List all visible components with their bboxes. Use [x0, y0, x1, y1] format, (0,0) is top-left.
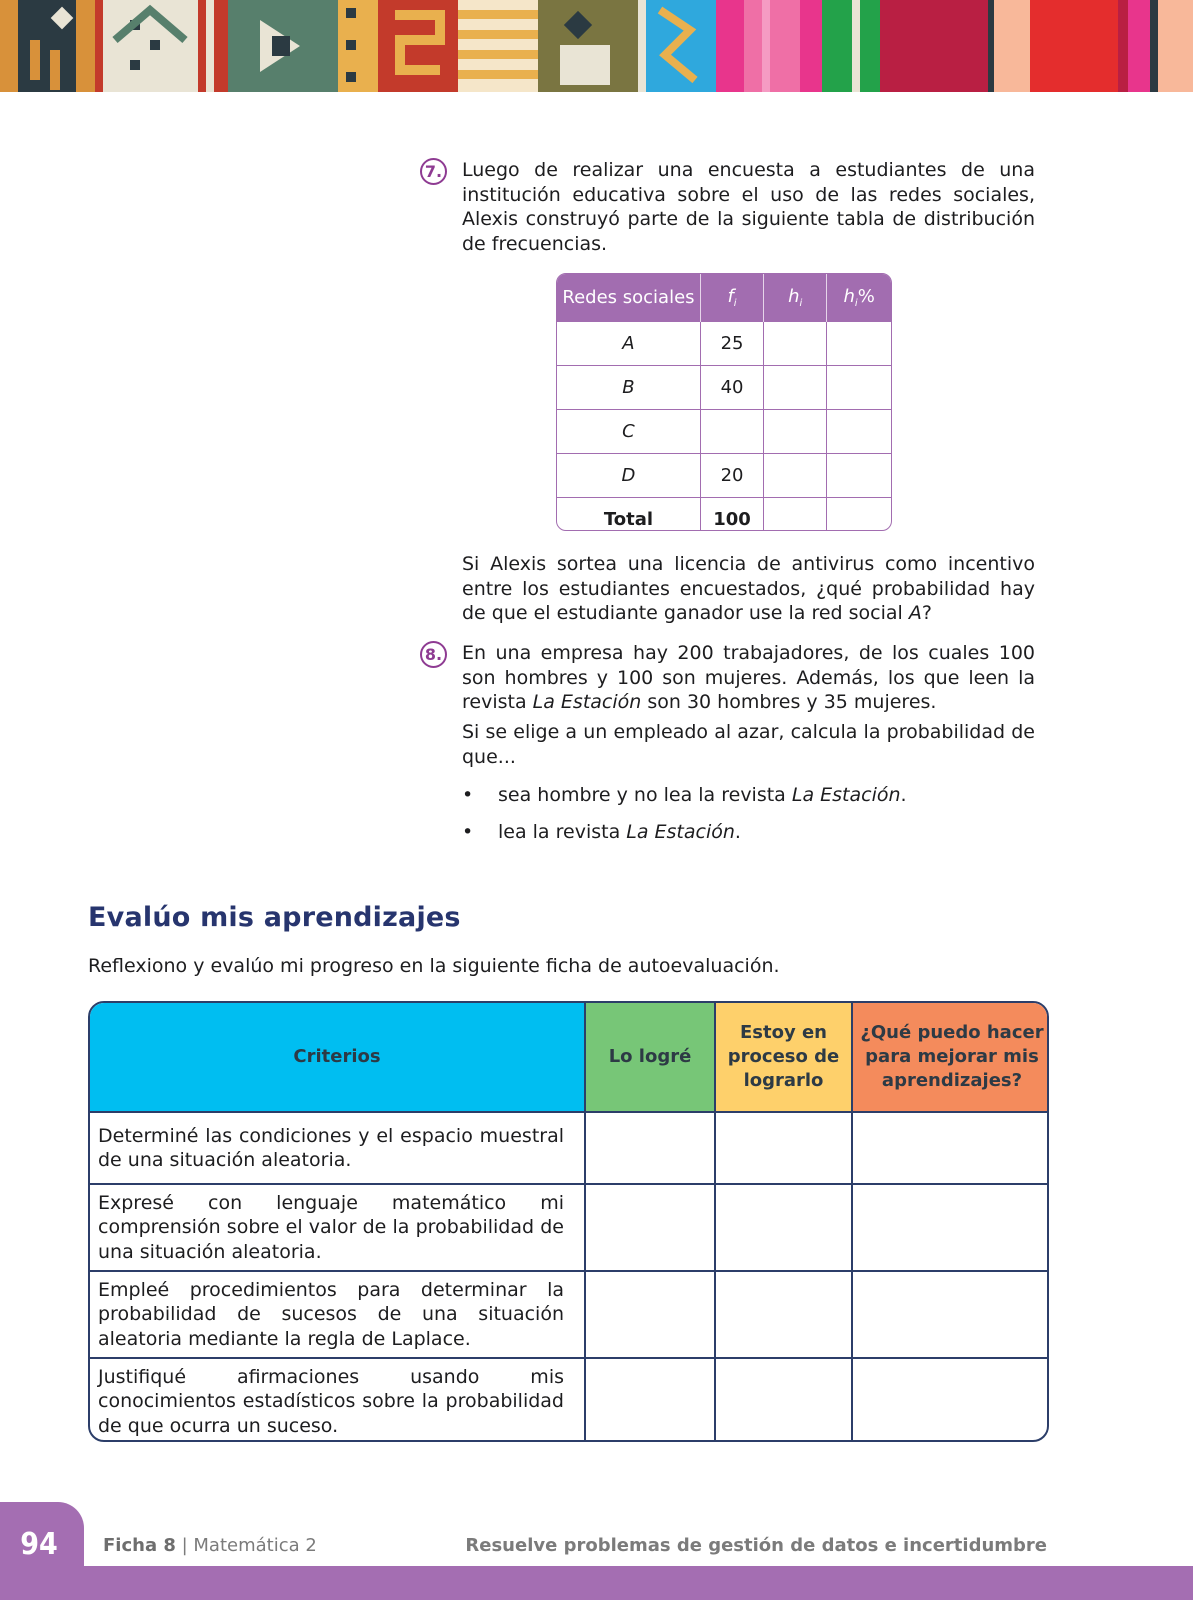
problem-7-statement: Luego de realizar una encuesta a estudiantes de una institución educativa sobre el uso de las redes sociales, Alexis construyó parte de la siguiente tabla de distribución de frecuencias.: [462, 159, 1035, 255]
cell-fi: [700, 410, 763, 454]
header-redes-sociales: Redes sociales: [557, 274, 700, 322]
total-fi: 100: [700, 498, 763, 532]
header-en-proceso: Estoy en proceso de lograrlo: [715, 1003, 852, 1112]
list-item: • lea la revista La Estación.: [462, 821, 741, 843]
mejorar-cell[interactable]: [852, 1112, 1049, 1184]
page-number: 94: [20, 1527, 58, 1562]
evaluation-header-row: [90, 1003, 1049, 1112]
en-proceso-cell[interactable]: [715, 1184, 852, 1271]
cell-hi-percent: [827, 322, 891, 366]
problem-7-question: Si Alexis sortea una licencia de antivirus como incentivo entre los estudiantes encuestados, ¿qué probabilidad hay de que el estudiante ganador use la red social A?: [462, 553, 1035, 624]
list-item: • sea hombre y no lea la revista La Estación.: [462, 784, 907, 806]
section-title: Evalúo mis aprendizajes: [88, 902, 461, 933]
criterion-text: Expresé con lenguaje matemático mi comprensión sobre el valor de la probabilidad de una situación aleatoria.: [90, 1184, 585, 1271]
header-criterios: Criterios: [90, 1003, 585, 1112]
total-hi: [764, 498, 827, 532]
cell-hi: [764, 410, 827, 454]
table-total-row: [557, 498, 891, 532]
table-row: [557, 322, 891, 366]
criterion-text: Determiné las condiciones y el espacio muestral de una situación aleatoria.: [90, 1112, 585, 1184]
cell-hi-percent: [827, 366, 891, 410]
table-row: [557, 366, 891, 410]
en-proceso-cell[interactable]: [715, 1271, 852, 1358]
cell-fi: 25: [700, 322, 763, 366]
problem-number-badge: 7.: [420, 158, 447, 185]
table-row: [557, 454, 891, 498]
table-row: [90, 1271, 1049, 1358]
header-lo-logre: Lo logré: [585, 1003, 715, 1112]
row-label: B: [557, 366, 700, 410]
table-row: [557, 410, 891, 454]
lo-logre-cell[interactable]: [585, 1358, 715, 1442]
table-row: [90, 1358, 1049, 1442]
footer-competency: Resuelve problemas de gestión de datos e incertidumbre: [465, 1535, 1047, 1556]
cell-fi: 20: [700, 454, 763, 498]
bullet-marker: •: [462, 821, 474, 843]
woven-pattern-graphic: [0, 0, 1193, 92]
lo-logre-cell[interactable]: [585, 1184, 715, 1271]
mejorar-cell[interactable]: [852, 1358, 1049, 1442]
mejorar-cell[interactable]: [852, 1184, 1049, 1271]
self-evaluation-table: [88, 1001, 1049, 1442]
criterion-text: Justifiqué afirmaciones usando mis conocimientos estadísticos sobre la probabilidad de que ocurra un suceso.: [90, 1358, 585, 1442]
total-label: Total: [557, 498, 700, 532]
bullet-marker: •: [462, 784, 474, 806]
footer-bar: [0, 1566, 1193, 1600]
criterion-text: Empleé procedimientos para determinar la probabilidad de sucesos de una situación aleatoria mediante la regla de Laplace.: [90, 1271, 585, 1358]
cell-hi-percent: [827, 454, 891, 498]
row-label: A: [557, 322, 700, 366]
mejorar-cell[interactable]: [852, 1271, 1049, 1358]
problem-8-bullets: [462, 783, 1035, 857]
cell-hi: [764, 322, 827, 366]
cell-hi: [764, 454, 827, 498]
decorative-banner: [0, 0, 1193, 92]
cell-fi: 40: [700, 366, 763, 410]
cell-hi: [764, 366, 827, 410]
table-row: [90, 1112, 1049, 1184]
lo-logre-cell[interactable]: [585, 1112, 715, 1184]
en-proceso-cell[interactable]: [715, 1358, 852, 1442]
row-label: D: [557, 454, 700, 498]
problem-8-statement: En una empresa hay 200 trabajadores, de los cuales 100 son hombres y 100 son mujeres. Además, los que leen la revista La Estación son 30 hombres y 35 mujeres.: [462, 642, 1035, 713]
problem-8-question: Si se elige a un empleado al azar, calcula la probabilidad de que...: [462, 721, 1035, 768]
footer-ficha: Ficha 8 | Matemática 2: [103, 1535, 317, 1556]
lo-logre-cell[interactable]: [585, 1271, 715, 1358]
header-mejorar: ¿Qué puedo hacer para mejorar mis aprendizajes?: [852, 1003, 1049, 1112]
cell-hi-percent: [827, 410, 891, 454]
header-hi-percent: $h_i\%$: [827, 274, 891, 322]
header-fi: $f_i$: [700, 274, 763, 322]
total-hi-percent: [827, 498, 891, 532]
frequency-table: [556, 273, 892, 531]
table-row: [90, 1184, 1049, 1271]
en-proceso-cell[interactable]: [715, 1112, 852, 1184]
problem-number-badge: 8.: [420, 641, 447, 668]
section-subtitle: Reflexiono y evalúo mi progreso en la siguiente ficha de autoevaluación.: [88, 955, 780, 977]
frequency-table-header: [557, 274, 891, 322]
row-label: C: [557, 410, 700, 454]
header-hi: $h_i$: [764, 274, 827, 322]
